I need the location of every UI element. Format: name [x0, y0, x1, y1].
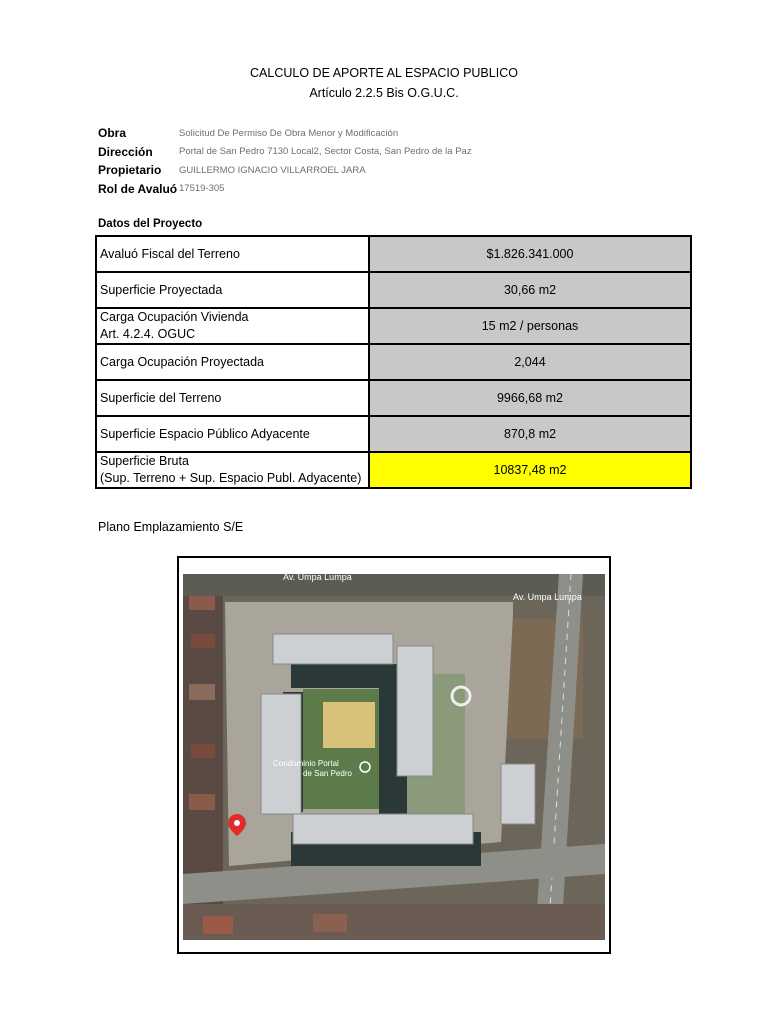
info-value: 17519-305 — [179, 183, 225, 195]
site-plan-frame — [177, 556, 611, 954]
table-row — [96, 380, 691, 416]
row-value: 2,044 — [369, 344, 691, 380]
row-value: 30,66 m2 — [369, 272, 691, 308]
roof — [191, 744, 215, 758]
project-info — [98, 124, 472, 198]
row-value-highlight: 10837,48 m2 — [369, 452, 691, 488]
info-row-rol — [98, 180, 472, 199]
roof — [191, 634, 215, 648]
condominium-label: Condominio Portal — [273, 759, 339, 768]
row-label — [96, 452, 369, 488]
table-row — [96, 308, 691, 344]
row-label-line: Art. 4.2.4. OGUC — [100, 327, 196, 341]
table-row — [96, 272, 691, 308]
info-value: Portal de San Pedro 7130 Local2, Sector Costa, San Pedro de la Paz — [179, 146, 472, 158]
roof — [189, 594, 215, 610]
street-label-top-left: Av. Umpa Lumpa — [283, 574, 352, 582]
info-label: Propietario — [98, 163, 162, 178]
row-label-line: Superficie Bruta — [100, 454, 189, 468]
sand-field — [323, 702, 375, 748]
plan-caption: Plano Emplazamiento S/E — [98, 520, 244, 534]
info-row-propietario — [98, 161, 472, 180]
info-label: Obra — [98, 126, 127, 141]
info-row-obra — [98, 124, 472, 143]
table-row — [96, 236, 691, 272]
building-right — [501, 764, 535, 824]
row-label: Superficie Proyectada — [96, 272, 369, 308]
row-value: 870,8 m2 — [369, 416, 691, 452]
row-value: 9966,68 m2 — [369, 380, 691, 416]
page-title: CALCULO DE APORTE AL ESPACIO PUBLICO — [250, 66, 518, 80]
row-label — [96, 308, 369, 344]
info-row-direccion — [98, 143, 472, 162]
table-row — [96, 452, 691, 488]
row-value: 15 m2 / personas — [369, 308, 691, 344]
building-bottom — [293, 814, 473, 844]
building-center — [397, 646, 433, 776]
project-data-table — [95, 235, 692, 489]
bottom-blocks — [183, 904, 605, 940]
info-value: Solicitud De Permiso De Obra Menor y Modificación — [179, 127, 399, 139]
building-top — [273, 634, 393, 664]
aerial-site-map — [183, 574, 605, 940]
info-label: Rol de Avaluó — [98, 181, 178, 196]
info-value: GUILLERMO IGNACIO VILLARROEL JARA — [179, 164, 366, 176]
row-value: $1.826.341.000 — [369, 236, 691, 272]
row-label-line: Carga Ocupación Vivienda — [100, 310, 249, 324]
condominium-label: de San Pedro — [303, 769, 352, 778]
building-left — [261, 694, 301, 814]
row-label-line: (Sup. Terreno + Sup. Espacio Publ. Adyacente) — [100, 471, 362, 485]
roof — [203, 916, 233, 934]
row-label: Superficie del Terreno — [96, 380, 369, 416]
page-subtitle: Artículo 2.2.5 Bis O.G.U.C. — [309, 86, 459, 100]
row-label: Carga Ocupación Proyectada — [96, 344, 369, 380]
row-label: Avaluó Fiscal del Terreno — [96, 236, 369, 272]
roof — [313, 914, 347, 932]
table-row — [96, 416, 691, 452]
row-label: Superficie Espacio Público Adyacente — [96, 416, 369, 452]
section-title: Datos del Proyecto — [98, 218, 203, 230]
roof — [189, 794, 215, 810]
info-label: Dirección — [98, 144, 153, 159]
roof — [189, 684, 215, 700]
table-row — [96, 344, 691, 380]
street-label-top: Av. Umpa Lumpa — [513, 592, 582, 602]
